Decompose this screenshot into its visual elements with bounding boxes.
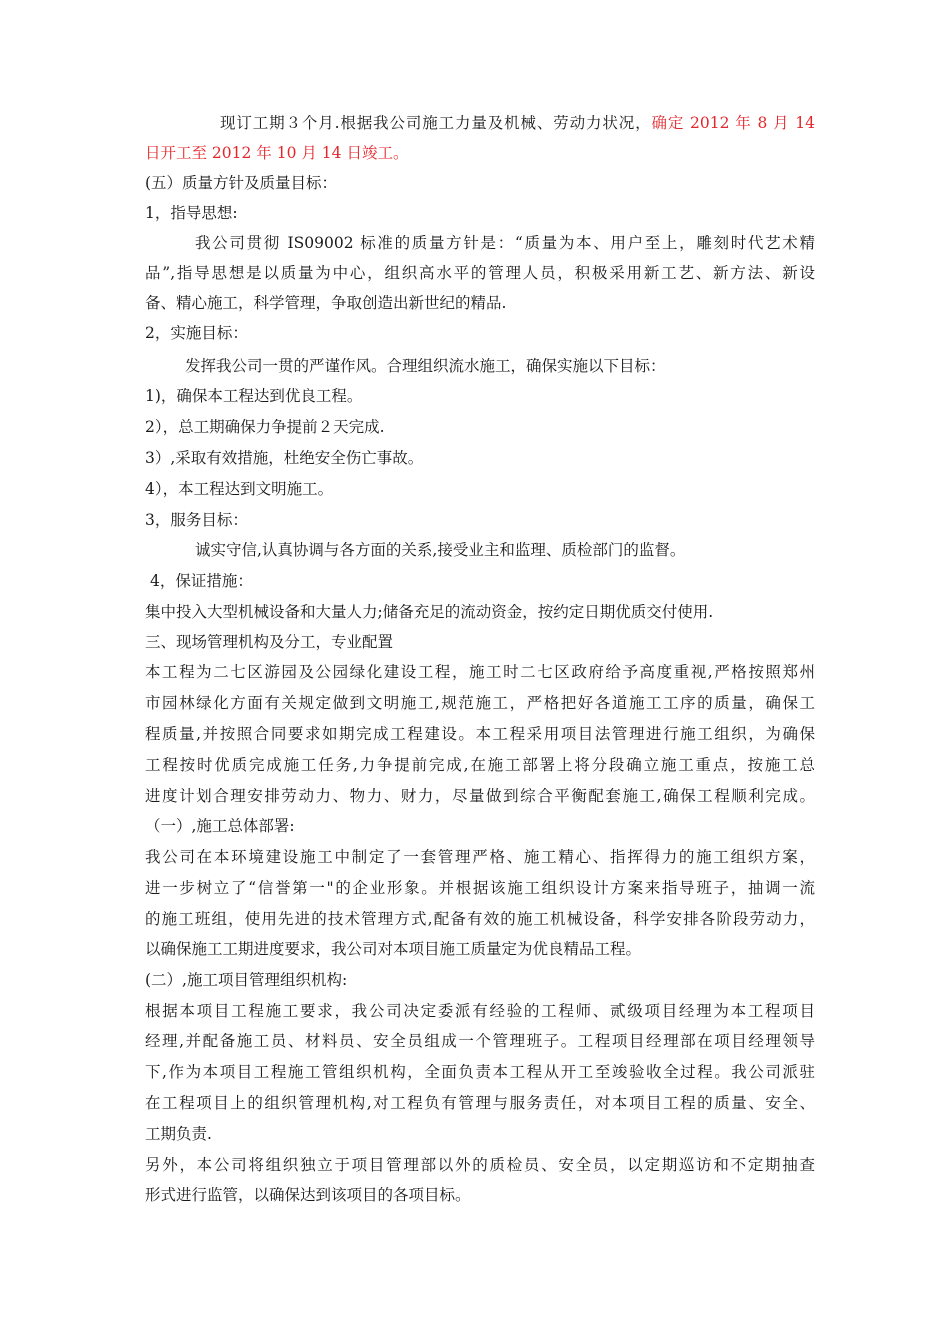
text-line: 1)，确保本工程达到优良工程。 — [145, 387, 363, 405]
text-line: 备、精心施工，科学管理，争取创造出新世纪的精品. — [145, 294, 507, 312]
text-line: 4，保证措施： — [150, 572, 253, 590]
text-line: 日开工至 2012 年 10 月 14 日竣工。 — [145, 144, 409, 162]
text-line: 3，服务目标： — [145, 511, 248, 529]
text-line: 工期负责. — [145, 1125, 212, 1143]
text-line: 我公司在本环境建设施工中制定了一套管理严格、施工精心、指挥得力的施工组织方案， — [145, 848, 815, 866]
text-line: 的施工班组，使用先进的技术管理方式,配备有效的施工机械设备，科学安排各阶段劳动力， — [145, 910, 815, 928]
text-line: 市园林绿化方面有关规定做到文明施工,规范施工，严格把好各道施工工序的质量，确保工 — [145, 694, 815, 712]
text-line: 4），本工程达到文明施工。 — [145, 480, 334, 498]
text-line: 三、现场管理机构及分工，专业配置 — [145, 633, 394, 651]
text-line: 品”,指导思想是以质量为中心，组织高水平的管理人员，积极采用新工艺、新方法、新设 — [145, 264, 815, 282]
text-line: 根据本项目工程施工要求，我公司决定委派有经验的工程师、贰级项目经理为本工程项目 — [145, 1002, 815, 1020]
text-line: 进一步树立了“信誉第一"的企业形象。并根据该施工组织设计方案来指导班子，抽调一流 — [145, 879, 815, 897]
text-line: 下,作为本项目工程施工管组织机构，全面负责本工程从开工至竣验收全过程。我公司派驻 — [145, 1063, 815, 1081]
text-line: 诚实守信,认真协调与各方面的关系,接受业主和监理、质检部门的监督。 — [195, 541, 686, 559]
text-line: 2，实施目标： — [145, 324, 248, 342]
text-line: 我公司贯彻 IS09002 标准的质量方针是：“质量为本、用户至上，雕刻时代艺术精 — [195, 234, 815, 252]
text-line: 1，指导思想: — [145, 204, 238, 222]
text-line: 集中投入大型机械设备和大量人力;储备充足的流动资金，按约定日期优质交付使用. — [145, 603, 714, 621]
text-line: 在工程项目上的组织管理机构,对工程负有管理与服务责任，对本项目工程的质量、安全、 — [145, 1094, 815, 1112]
text-line: 工程按时优质完成施工任务,力争提前完成,在施工部署上将分段确立施工重点，按施工总 — [145, 756, 815, 774]
text-line: （一）,施工总体部署: — [145, 817, 295, 835]
text-line: (二）,施工项目管理组织机构: — [145, 971, 348, 989]
text-line: 3）,采取有效措施，杜绝安全伤亡事故。 — [145, 449, 424, 467]
text-line: 经理,并配备施工员、材料员、安全员组成一个管理班子。工程项目经理部在项目经理领导 — [145, 1032, 815, 1050]
text-line: 本工程为二七区游园及公园绿化建设工程，施工时二七区政府给予高度重视,严格按照郑州 — [145, 663, 815, 681]
text-line: 形式进行监管，以确保达到该项目的各项目标。 — [145, 1186, 471, 1204]
text-line: 2），总工期确保力争提前２天完成. — [145, 418, 385, 436]
text-line: (五）质量方针及质量目标： — [145, 174, 338, 192]
text-line: 程质量,并按照合同要求如期完成工程建设。本工程采用项目法管理进行施工组织，为确保 — [145, 725, 815, 743]
text-line: 以确保施工工期进度要求，我公司对本项目施工质量定为优良精品工程。 — [145, 940, 642, 958]
text-line: 现订工期３个月.根据我公司施工力量及机械、劳动力状况，确定 2012 年 8 月 14 — [220, 114, 815, 132]
text-line: 进度计划合理安排劳动力、物力、财力，尽量做到综合平衡配套施工,确保工程顺利完成。 — [145, 787, 815, 805]
text-line: 另外，本公司将组织独立于项目管理部以外的质检员、安全员，以定期巡访和不定期抽查 — [145, 1156, 815, 1174]
text-line: 发挥我公司一贯的严谨作风。合理组织流水施工，确保实施以下目标： — [185, 357, 666, 375]
